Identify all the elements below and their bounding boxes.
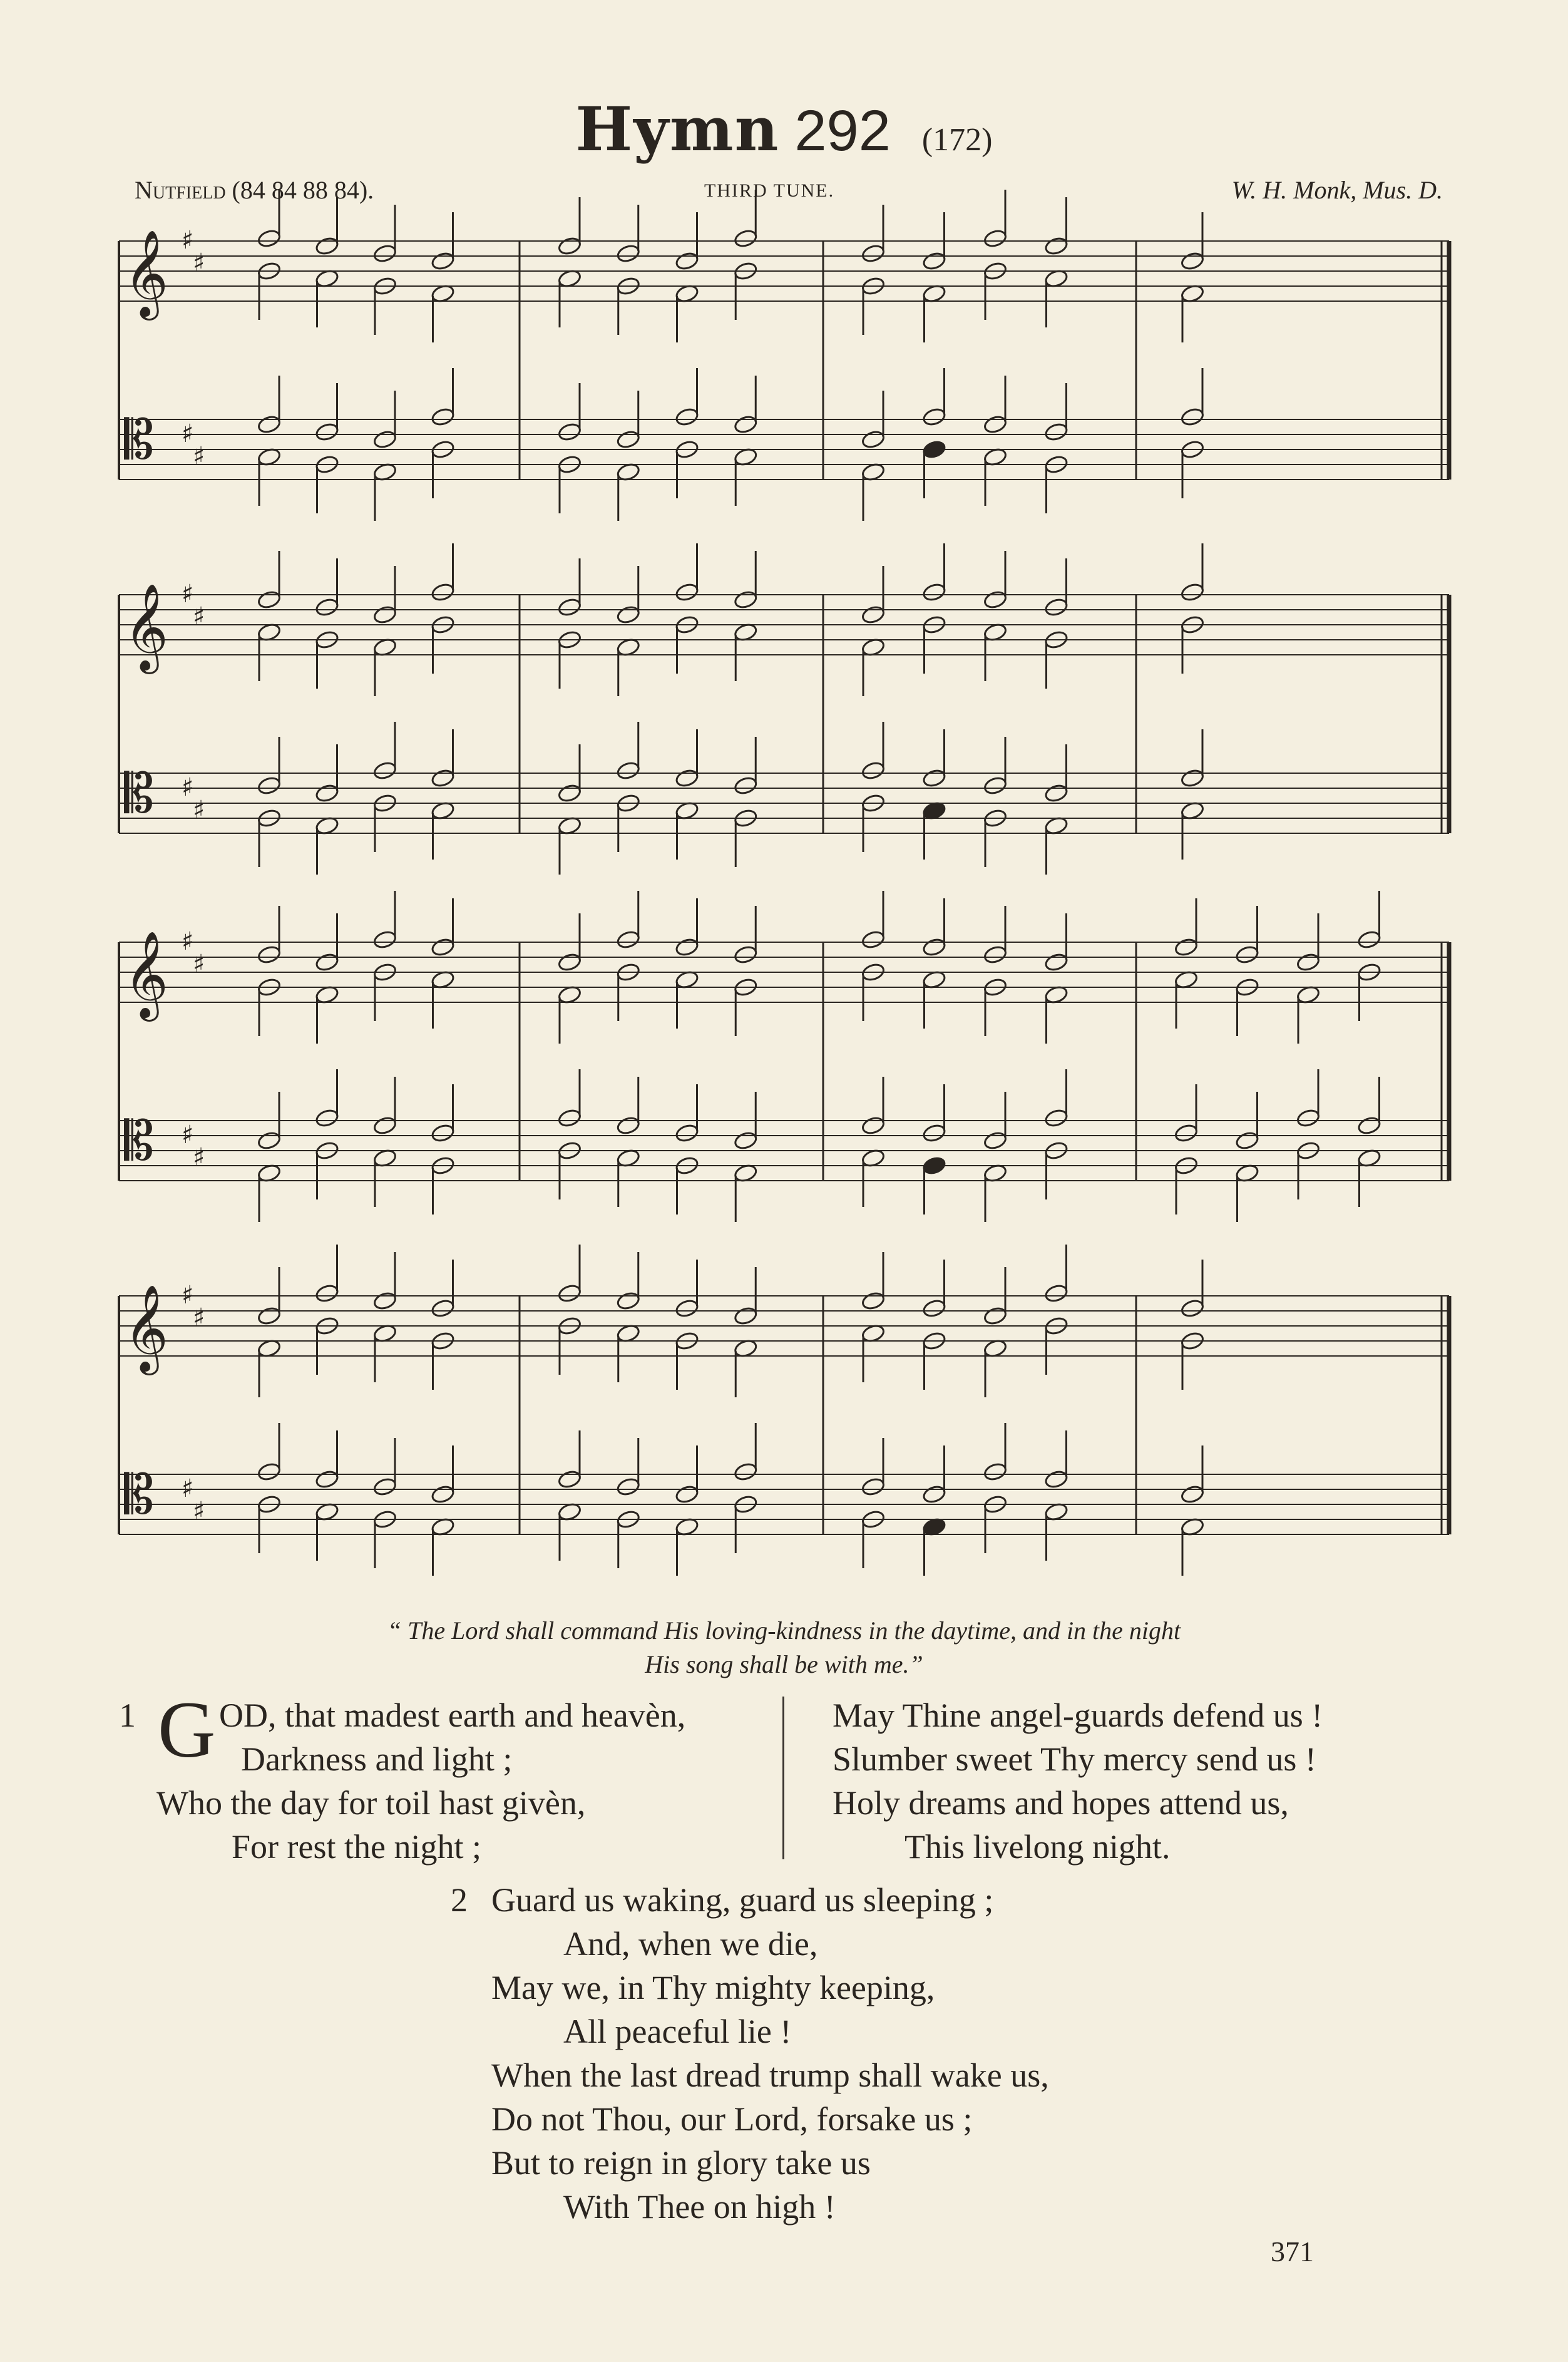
verse-1-line-6: Slumber sweet Thy mercy send us !	[833, 1740, 1316, 1778]
treble-clef: 𝄞	[124, 1285, 168, 1372]
sharp-sign: ♯	[182, 1121, 194, 1149]
note-head	[616, 1116, 640, 1136]
alto-clef: 𝄡	[124, 763, 154, 825]
note-head	[257, 1131, 281, 1151]
hymn-label: Hymn	[575, 94, 780, 165]
hymn-alt-number: (172)	[921, 122, 993, 158]
note-head	[1044, 1108, 1068, 1128]
verse-2-line-6: Do not Thou, our Lord, forsake us ;	[491, 2100, 973, 2138]
note-head	[616, 429, 640, 449]
note-head	[1235, 945, 1259, 965]
note-head	[861, 930, 885, 950]
note-head	[257, 414, 281, 434]
note-head	[1296, 952, 1320, 972]
note-head	[861, 761, 885, 781]
note-head	[557, 422, 582, 442]
sharp-sign: ♯	[182, 927, 194, 956]
verse-1-line-2: Darkness and light ;	[241, 1740, 513, 1778]
verse-1-line-4: For rest the night ;	[232, 1828, 481, 1866]
sharp-sign: ♯	[193, 1497, 205, 1526]
note-head	[983, 1131, 1007, 1151]
note-head	[557, 952, 582, 972]
note-head	[922, 768, 946, 788]
note-head	[861, 1116, 885, 1136]
note-head	[922, 251, 946, 271]
note-head	[372, 605, 397, 625]
note-head	[431, 251, 455, 271]
note-head	[257, 776, 281, 796]
sharp-sign: ♯	[193, 950, 205, 978]
note-head	[616, 605, 640, 625]
verse-2-line-2: And, when we die,	[563, 1925, 818, 1963]
note-head	[922, 1298, 946, 1318]
note-head	[557, 1108, 582, 1128]
note-head	[616, 1477, 640, 1497]
note-head	[922, 407, 946, 427]
note-head	[315, 236, 339, 256]
note-head	[734, 1462, 758, 1482]
note-head	[1174, 1123, 1198, 1143]
treble-clef: 𝄞	[124, 230, 168, 317]
note-head	[616, 761, 640, 781]
note-head	[922, 1484, 946, 1504]
tune-name: Nutfield (84 84 88 84).	[135, 176, 374, 204]
note-head	[557, 597, 582, 617]
note-head	[257, 1462, 281, 1482]
note-head	[431, 1484, 455, 1504]
note-head	[1044, 783, 1068, 803]
note-head	[1044, 597, 1068, 617]
note-head	[431, 937, 455, 957]
verse-1-line-8: This livelong night.	[904, 1828, 1171, 1866]
verse-1-line-3: Who the day for toil hast givèn,	[156, 1784, 586, 1822]
note-head	[616, 244, 640, 264]
verse-2-line-5: When the last dread trump shall wake us,	[491, 2056, 1049, 2094]
alto-clef: 𝄡	[124, 1464, 154, 1526]
note-head	[616, 1291, 640, 1311]
note-head	[675, 937, 699, 957]
note-head	[315, 597, 339, 617]
note-head	[983, 1306, 1007, 1326]
note-head	[431, 1123, 455, 1143]
note-head	[861, 429, 885, 449]
note-head	[257, 590, 281, 610]
note-head	[257, 945, 281, 965]
note-head	[1044, 952, 1068, 972]
note-head	[675, 1484, 699, 1504]
note-head	[922, 439, 946, 460]
note-head	[1044, 236, 1068, 256]
note-head	[922, 1156, 946, 1176]
verse-1-number: 1	[119, 1697, 136, 1734]
note-head	[315, 422, 339, 442]
note-head	[861, 1477, 885, 1497]
note-head	[315, 1108, 339, 1128]
note-head	[1180, 407, 1204, 427]
note-head	[1180, 582, 1204, 602]
note-head	[431, 768, 455, 788]
note-head	[372, 1116, 397, 1136]
note-head	[616, 930, 640, 950]
note-head	[1180, 768, 1204, 788]
sharp-sign: ♯	[182, 773, 194, 802]
note-head	[922, 1123, 946, 1143]
alto-clef: 𝄡	[124, 409, 154, 471]
note-head	[372, 429, 397, 449]
quote-line-2: His song shall be with me.”	[645, 1650, 923, 1678]
note-head	[734, 414, 758, 434]
verse-1-line-5: May Thine angel-guards defend us !	[833, 1697, 1323, 1734]
hymn-number: 292	[794, 99, 891, 163]
note-head	[431, 582, 455, 602]
note-head	[372, 761, 397, 781]
sharp-sign: ♯	[193, 602, 205, 631]
note-head	[1357, 1116, 1381, 1136]
note-head	[983, 776, 1007, 796]
note-head	[675, 768, 699, 788]
note-head	[257, 1306, 281, 1326]
note-head	[557, 236, 582, 256]
note-head	[983, 414, 1007, 434]
note-head	[1235, 1131, 1259, 1151]
sharp-sign: ♯	[193, 1143, 205, 1172]
verse-2-line-7: But to reign in glory take us	[491, 2144, 871, 2182]
treble-clef: 𝄞	[124, 931, 168, 1018]
note-head	[372, 930, 397, 950]
sharp-sign: ♯	[193, 442, 205, 471]
note-head	[1180, 251, 1204, 271]
note-head	[372, 1477, 397, 1497]
note-head	[1044, 1283, 1068, 1303]
note-head	[431, 407, 455, 427]
note-head	[315, 1469, 339, 1489]
note-head	[257, 228, 281, 249]
note-head	[734, 228, 758, 249]
verse-2-line-1: Guard us waking, guard us sleeping ;	[491, 1881, 994, 1919]
verse-1-line-7: Holy dreams and hopes attend us,	[833, 1784, 1289, 1822]
note-head	[734, 1131, 758, 1151]
note-head	[557, 1469, 582, 1489]
note-head	[922, 937, 946, 957]
note-head	[557, 783, 582, 803]
treble-clef: 𝄞	[124, 583, 168, 670]
note-head	[315, 783, 339, 803]
sharp-sign: ♯	[193, 249, 205, 277]
sharp-sign: ♯	[193, 1303, 205, 1332]
page-number: 371	[1271, 2236, 1314, 2267]
sharp-sign: ♯	[182, 1474, 194, 1503]
verse-2-line-4: All peaceful lie !	[563, 2013, 792, 2050]
column-divider	[782, 1697, 784, 1859]
note-head	[1044, 422, 1068, 442]
note-head	[734, 945, 758, 965]
note-head	[431, 1298, 455, 1318]
note-head	[861, 1291, 885, 1311]
note-head	[983, 590, 1007, 610]
note-head	[983, 945, 1007, 965]
drop-capital: G	[158, 1685, 216, 1774]
sharp-sign: ♯	[182, 1281, 194, 1310]
note-head	[861, 605, 885, 625]
verse-1-line-1: OD, that madest earth and heavèn,	[219, 1697, 686, 1734]
verse-2-line-8: With Thee on high !	[563, 2188, 836, 2226]
sharp-sign: ♯	[182, 226, 194, 255]
note-head	[734, 590, 758, 610]
scripture-quote	[0, 1614, 1568, 1682]
note-head	[675, 407, 699, 427]
note-head	[675, 251, 699, 271]
alto-clef: 𝄡	[124, 1110, 154, 1173]
note-head	[983, 228, 1007, 249]
note-head	[1044, 1469, 1068, 1489]
note-head	[1357, 930, 1381, 950]
note-head	[315, 1283, 339, 1303]
note-head	[372, 244, 397, 264]
verse-2-number: 2	[451, 1881, 468, 1919]
composer: W. H. Monk, Mus. D.	[1231, 176, 1443, 204]
sharp-sign: ♯	[182, 419, 194, 448]
note-head	[675, 1298, 699, 1318]
tune-label: THIRD TUNE.	[704, 180, 835, 201]
note-head	[1174, 937, 1198, 957]
note-head	[1180, 1484, 1204, 1504]
note-head	[557, 1283, 582, 1303]
note-head	[861, 244, 885, 264]
note-head	[315, 952, 339, 972]
note-head	[1180, 1298, 1204, 1318]
note-head	[675, 1123, 699, 1143]
note-head	[372, 1291, 397, 1311]
verse-2-line-3: May we, in Thy mighty keeping,	[491, 1969, 935, 2006]
quote-line-1: “ The Lord shall command His loving-kindness in the daytime, and in the night	[387, 1616, 1181, 1645]
sharp-sign: ♯	[193, 796, 205, 824]
note-head	[1296, 1108, 1320, 1128]
note-head	[734, 776, 758, 796]
note-head	[922, 582, 946, 602]
sharp-sign: ♯	[182, 580, 194, 608]
note-head	[675, 582, 699, 602]
note-head	[983, 1462, 1007, 1482]
note-head	[734, 1306, 758, 1326]
